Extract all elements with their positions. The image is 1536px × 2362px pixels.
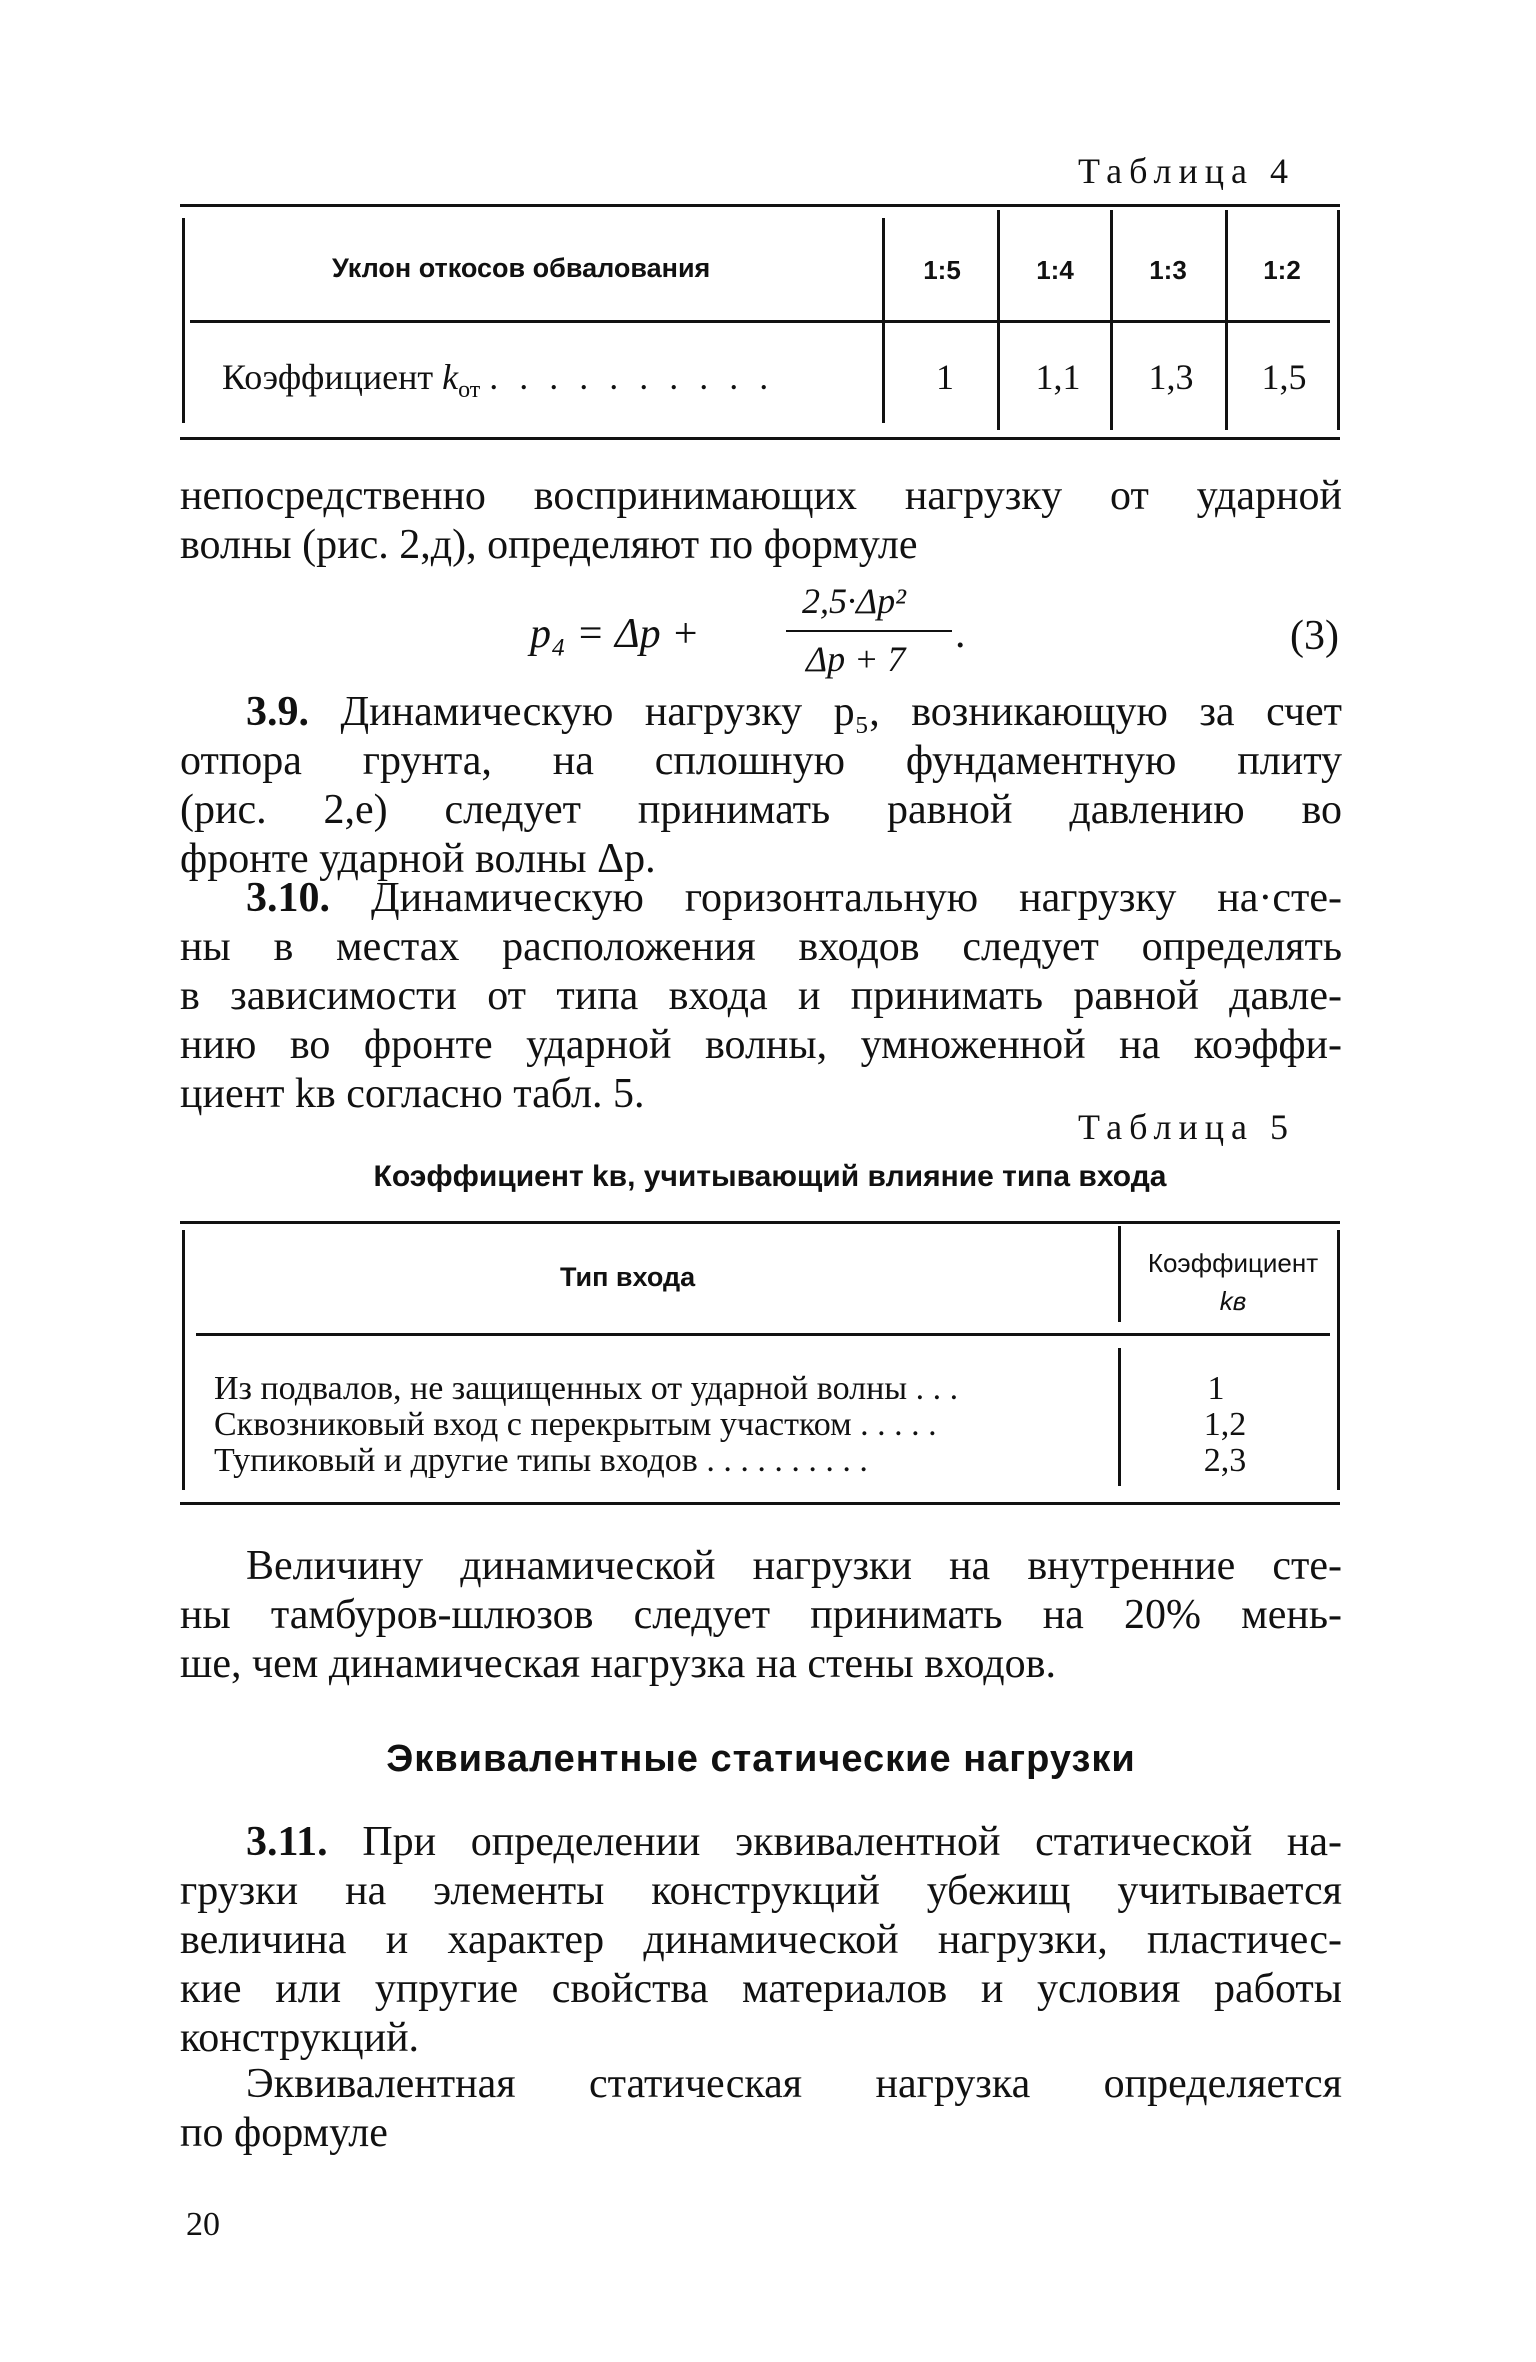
table4-row-value: 1	[936, 357, 954, 397]
text-line	[180, 1818, 1342, 1867]
text-line: нию во фронте ударной волны, умноженной на коэффи-	[180, 1022, 1342, 1068]
table5-vline	[1118, 1226, 1121, 1322]
text-line: ны тамбуров-шлюзов следует принимать на 20% мень-	[180, 1592, 1342, 1638]
text-line: по формуле	[180, 2110, 388, 2156]
text-line: грузки на элементы конструкций убежищ учитывается	[180, 1868, 1342, 1914]
text-line: (рис. 2,е) следует принимать равной давлению во	[180, 787, 1342, 833]
table5-row-value: 1	[1207, 1370, 1225, 1407]
table5-row-value: 2,3	[1203, 1442, 1247, 1479]
text-line: ны в местах расположения входов следует определять	[180, 924, 1342, 970]
table4-header-value: 1:4	[1036, 255, 1074, 285]
formula-denominator: Δp + 7	[806, 639, 906, 679]
formula-trail: .	[956, 611, 967, 657]
text-line: отпора грунта, на сплошную фундаментную плиту	[180, 738, 1342, 784]
table5-top-rule	[180, 1221, 1340, 1224]
text-line: в зависимости от типа входа и принимать равной давле-	[180, 973, 1342, 1019]
table4-row-subscript: от	[458, 377, 481, 404]
table4-header-value: 1:5	[923, 255, 961, 285]
text-line: величина и характер динамической нагрузки, пластичес-	[180, 1917, 1342, 1963]
table5-col1-header: Тип входа	[560, 1262, 696, 1292]
text-line: фронте ударной волны Δp.	[180, 836, 656, 882]
table4-row-value: 1,3	[1148, 357, 1194, 397]
text-line	[180, 874, 1342, 923]
table4-vline	[1110, 210, 1113, 430]
table4-header-value: 1:3	[1149, 255, 1187, 285]
section-number: 3.11.	[246, 1819, 328, 1865]
section-heading: Эквивалентные статические нагрузки	[386, 1738, 1136, 1780]
table4-row-dots: . . . . . . . . . .	[489, 357, 775, 397]
table5-title: Коэффициент kв, учитывающий влияние типа входа	[373, 1160, 1167, 1193]
table5-row-label: Тупиковый и другие типы входов . . . . . . . . . .	[214, 1442, 868, 1479]
table5-vline	[1118, 1348, 1121, 1486]
table5-col2-header-line: kв	[1219, 1286, 1247, 1316]
table4-vline	[997, 210, 1000, 430]
table4-bottom-rule	[180, 437, 1340, 440]
text-line: волны (рис. 2,д), определяют по формуле	[180, 522, 918, 568]
formula-numerator: 2,5·Δp²	[802, 581, 906, 621]
table4-header-value: 1:2	[1263, 255, 1301, 285]
text-line-content: Динамическую горизонтальную нагрузку на·сте-	[370, 875, 1342, 921]
text-line: кие или упругие свойства материалов и условия работы	[180, 1966, 1342, 2012]
page-number: 20	[186, 2206, 220, 2243]
section-3-11	[180, 1818, 1342, 2063]
table4-vline	[1337, 210, 1340, 430]
table4-vline	[182, 218, 185, 423]
table5-col2-header-line: Коэффициент	[1147, 1248, 1319, 1278]
table4-header-label: Уклон откосов обвалования	[332, 253, 711, 283]
table4-top-rule	[180, 204, 1340, 207]
section-3-10	[180, 874, 1342, 1119]
table4-row-label	[222, 357, 774, 410]
paragraph-inner-walls	[180, 1542, 1342, 1689]
text-line: непосредственно воспринимающих нагрузку от ударной	[180, 473, 1342, 519]
table4-vline	[1225, 210, 1228, 430]
formula-lhs: p₄ = Δp +	[530, 611, 700, 657]
text-line-content: Динамическую нагрузку p₅, возникающую за счет	[340, 689, 1342, 735]
section-number: 3.10.	[246, 875, 330, 921]
text-line: ше, чем динамическая нагрузка на стены входов.	[180, 1641, 1056, 1687]
table5-row-value: 1,2	[1203, 1406, 1247, 1443]
section-3-9	[180, 688, 1342, 884]
table4-vline	[882, 218, 885, 423]
table4-caption: Таблица 4	[1078, 151, 1295, 191]
formula-number: (3)	[1290, 613, 1339, 659]
table5-bottom-rule	[180, 1502, 1340, 1505]
table5-row-label: Из подвалов, не защищенных от ударной волны . . .	[214, 1370, 959, 1407]
text-line: Величину динамической нагрузки на внутренние сте-	[246, 1543, 1342, 1589]
table4-mid-rule	[190, 320, 1330, 323]
section-number: 3.9.	[246, 689, 309, 735]
table4-row-label-text: Коэффициент	[222, 357, 434, 397]
table5-col2-header	[1128, 1244, 1338, 1320]
paragraph-formula-intro	[180, 2060, 1342, 2158]
fraction-bar	[786, 630, 952, 632]
text-line: циент kв согласно табл. 5.	[180, 1071, 645, 1117]
table5-row-label: Сквозниковый вход с перекрытым участком . . . . .	[214, 1406, 937, 1443]
text-line-content: При определении эквивалентной статической на-	[362, 1819, 1342, 1865]
text-line	[180, 688, 1342, 737]
table5-vline	[182, 1230, 185, 1490]
table4-row-symbol: k	[442, 357, 459, 397]
paragraph-intro	[180, 472, 1342, 570]
table5-mid-rule	[196, 1333, 1330, 1336]
table4-row-value: 1,1	[1035, 357, 1081, 397]
table5-caption: Таблица 5	[1078, 1107, 1295, 1147]
text-line: конструкций.	[180, 2015, 420, 2061]
text-line: Эквивалентная статическая нагрузка определяется	[246, 2061, 1342, 2107]
table4-row-value: 1,5	[1261, 357, 1307, 397]
